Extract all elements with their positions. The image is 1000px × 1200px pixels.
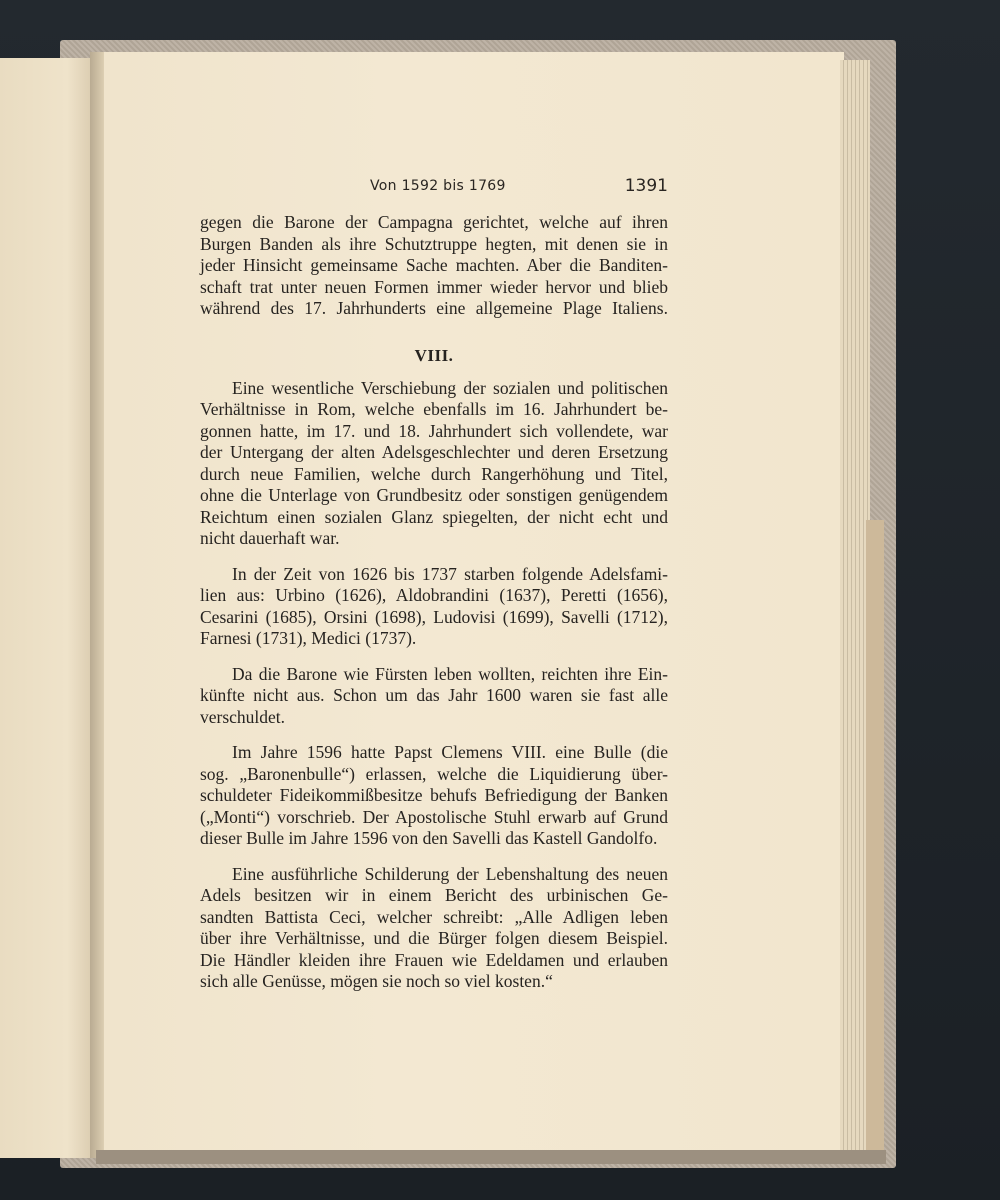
page-header [200, 178, 670, 202]
text-line: Die Händler kleiden ihre Frauen wie Edeldamen und erlauben [200, 949, 668, 970]
text-line: verschuldet. [200, 706, 286, 727]
text-line: durch neue Familien, welche durch Rangerhöhung und Titel, [200, 463, 668, 484]
text-line: Burgen Banden als ihre Schutztruppe hegten, mit denen sie in [200, 233, 668, 254]
text-line: ohne die Unterlage von Grundbesitz oder sonstigen genügendem [200, 485, 668, 505]
text-line: schuldeter Fideikommißbesitze behufs Befriedigung der Banken [200, 785, 668, 805]
text-line: sich alle Genüsse, mögen sie noch so viel kosten.“ [200, 971, 553, 991]
text-line: Adels besitzen wir in einem Bericht des urbinischen Ge- [200, 885, 668, 905]
text-line: Im Jahre 1596 hatte Papst Clemens VIII. eine Bulle (die [232, 742, 668, 762]
text-line: gegen die Barone der Campagna gerichtet, welche auf ihren [200, 212, 668, 232]
text-line: sandten Battista Ceci, welcher schreibt: „Alle Adligen leben [200, 906, 668, 927]
text-line: über ihre Verhältnisse, und die Bürger folgen diesem Beispiel. [200, 928, 668, 948]
text-line: jeder Hinsicht gemeinsame Sache machten. Aber die Banditen- [200, 255, 668, 275]
paragraph-2 [200, 378, 668, 550]
section-heading: VIII. [414, 345, 454, 365]
page-number: 1391 [624, 176, 668, 196]
running-head: Von 1592 bis 1769 [370, 178, 506, 194]
paragraph-6 [200, 864, 668, 993]
page-bottom-edge [96, 1150, 886, 1164]
left-page [0, 58, 96, 1158]
paragraph-3 [200, 564, 668, 650]
text-line: Verhältnisse in Rom, welche ebenfalls im 16. Jahrhundert be- [200, 399, 668, 419]
text-line: In der Zeit von 1626 bis 1737 starben folgende Adelsfami- [232, 563, 668, 584]
paragraph-5 [200, 742, 668, 850]
text-line: („Monti“) vorschrieb. Der Apostolische Stuhl erwarb auf Grund [200, 806, 668, 827]
paragraph-4 [200, 664, 668, 729]
text-line: dieser Bulle im Jahre 1596 von den Savelli das Kastell Gandolfo. [200, 828, 658, 848]
text-line: Eine ausführliche Schilderung der Lebenshaltung des neuen [232, 863, 668, 884]
text-line: während des 17. Jahrhunderts eine allgemeine Plage Italiens. [200, 298, 668, 318]
text-line: Farnesi (1731), Medici (1737). [200, 628, 417, 648]
body-text [200, 212, 668, 993]
text-line: Da die Barone wie Fürsten leben wollten, reichten ihre Ein- [232, 663, 668, 684]
text-line: Reichtum einen sozialen Glanz spiegelten, der nicht echt und [200, 506, 668, 527]
text-line: schaft trat unter neuen Formen immer wieder hervor und blieb [200, 276, 668, 297]
text-line: künfte nicht aus. Schon um das Jahr 1600 waren sie fast alle [200, 685, 668, 705]
bookmark-strip [866, 520, 884, 1160]
paragraph-1 [200, 212, 668, 320]
text-line: nicht dauerhaft war. [200, 528, 340, 548]
text-line: sog. „Baronenbulle“) erlassen, welche die Liquidierung über- [200, 763, 668, 784]
text-line: Eine wesentliche Verschiebung der sozialen und politischen [232, 377, 668, 398]
text-line: der Untergang der alten Adelsgeschlechter und deren Ersetzung [200, 442, 668, 462]
text-line: gonnen hatte, im 17. und 18. Jahrhundert sich vollendete, war [200, 420, 668, 441]
text-line: lien aus: Urbino (1626), Aldobrandini (1637), Peretti (1656), [200, 585, 668, 605]
text-line: Cesarini (1685), Orsini (1698), Ludovisi (1699), Savelli (1712), [200, 606, 668, 627]
